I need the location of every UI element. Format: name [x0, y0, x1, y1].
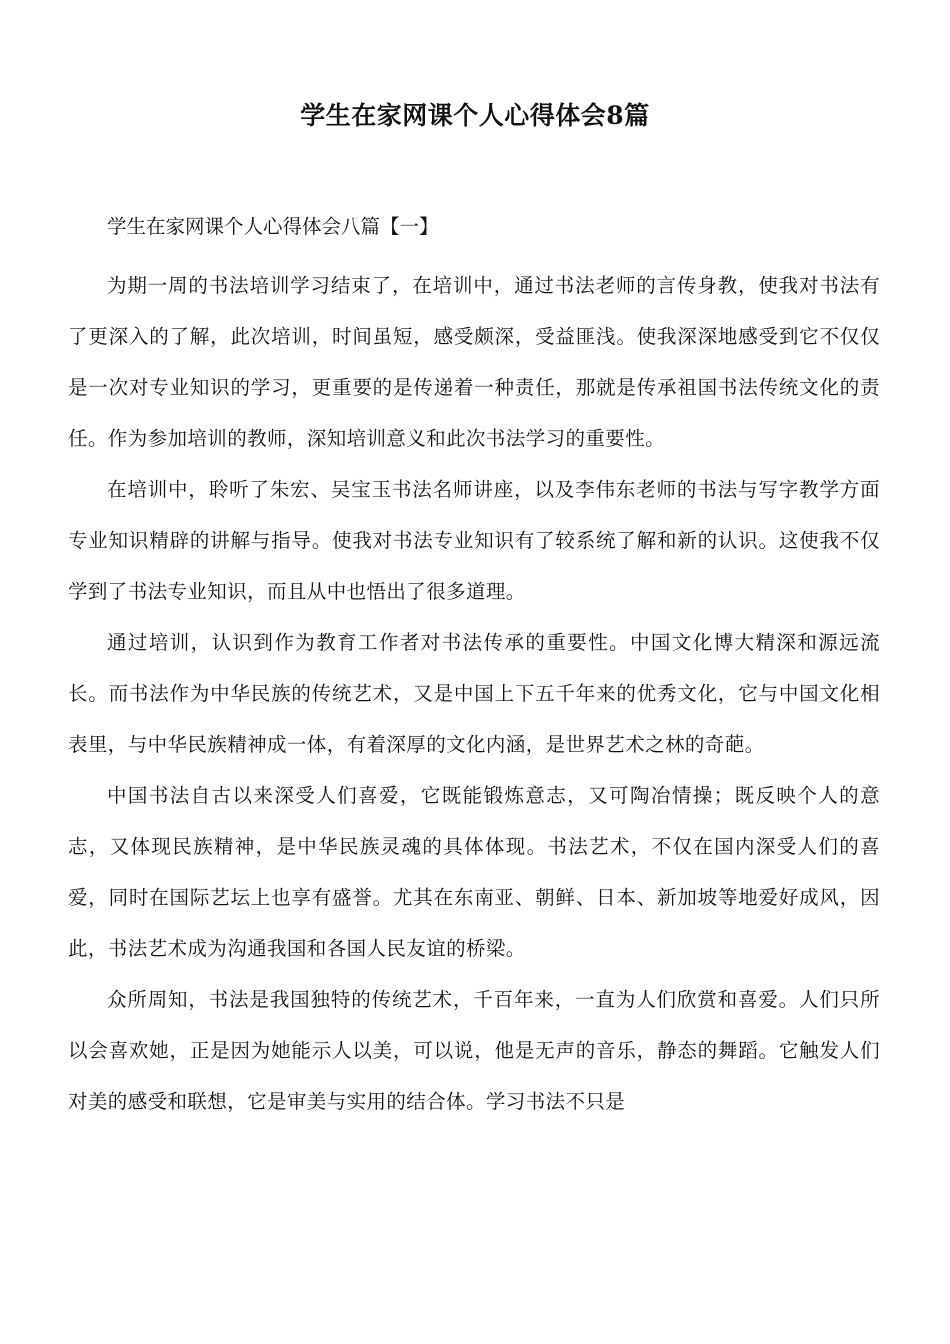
paragraph: 为期一周的书法培训学习结束了，在培训中，通过书法老师的言传身教，使我对书法有了更深入的了解，此次培训，时间虽短，感受颇深，受益匪浅。使我深深地感受到它不仅仅是一次对专业知识的学习，更重要的是传递着一种责任，那就是传承祖国书法传统文化的责任。作为参加培训的教师，深知培训意义和此次书法学习的重要性。: [68, 274, 880, 450]
paragraph: 在培训中，聆听了朱宏、吴宝玉书法名师讲座，以及李伟东老师的书法与写字教学方面专业知识精辟的讲解与指导。使我对书法专业知识有了较系统了解和新的认识。这使我不仅学到了书法专业知识，而且从中也悟出了很多道理。: [68, 478, 880, 603]
paragraph: 中国书法自古以来深受人们喜爱，它既能锻炼意志，又可陶冶情操；既反映个人的意志，又体现民族精神，是中华民族灵魂的具体体现。书法艺术，不仅在国内深受人们的喜爱，同时在国际艺坛上也享有盛誉。尤其在东南亚、朝鲜、日本、新加坡等地爱好成风，因此，书法艺术成为沟通我国和各国人民友谊的桥梁。: [68, 784, 880, 960]
paragraph: 通过培训，认识到作为教育工作者对书法传承的重要性。中国文化博大精深和源远流长。而书法作为中华民族的传统艺术，又是中国上下五千年来的优秀文化，它与中国文化相表里，与中华民族精神成一体，有着深厚的文化内涵，是世界艺术之林的奇葩。: [68, 631, 880, 756]
paragraph: 众所周知，书法是我国独特的传统艺术，千百年来，一直为人们欣赏和喜爱。人们只所以会喜欢她，正是因为她能示人以美，可以说，他是无声的音乐，静态的舞蹈。它触发人们对美的感受和联想，它是审美与实用的结合体。学习书法不只是: [68, 988, 880, 1113]
section-heading: 学生在家网课个人心得体会八篇【一】: [107, 215, 439, 238]
document-body: [68, 209, 880, 1127]
document-title: 学生在家网课个人心得体会8篇: [300, 101, 650, 130]
